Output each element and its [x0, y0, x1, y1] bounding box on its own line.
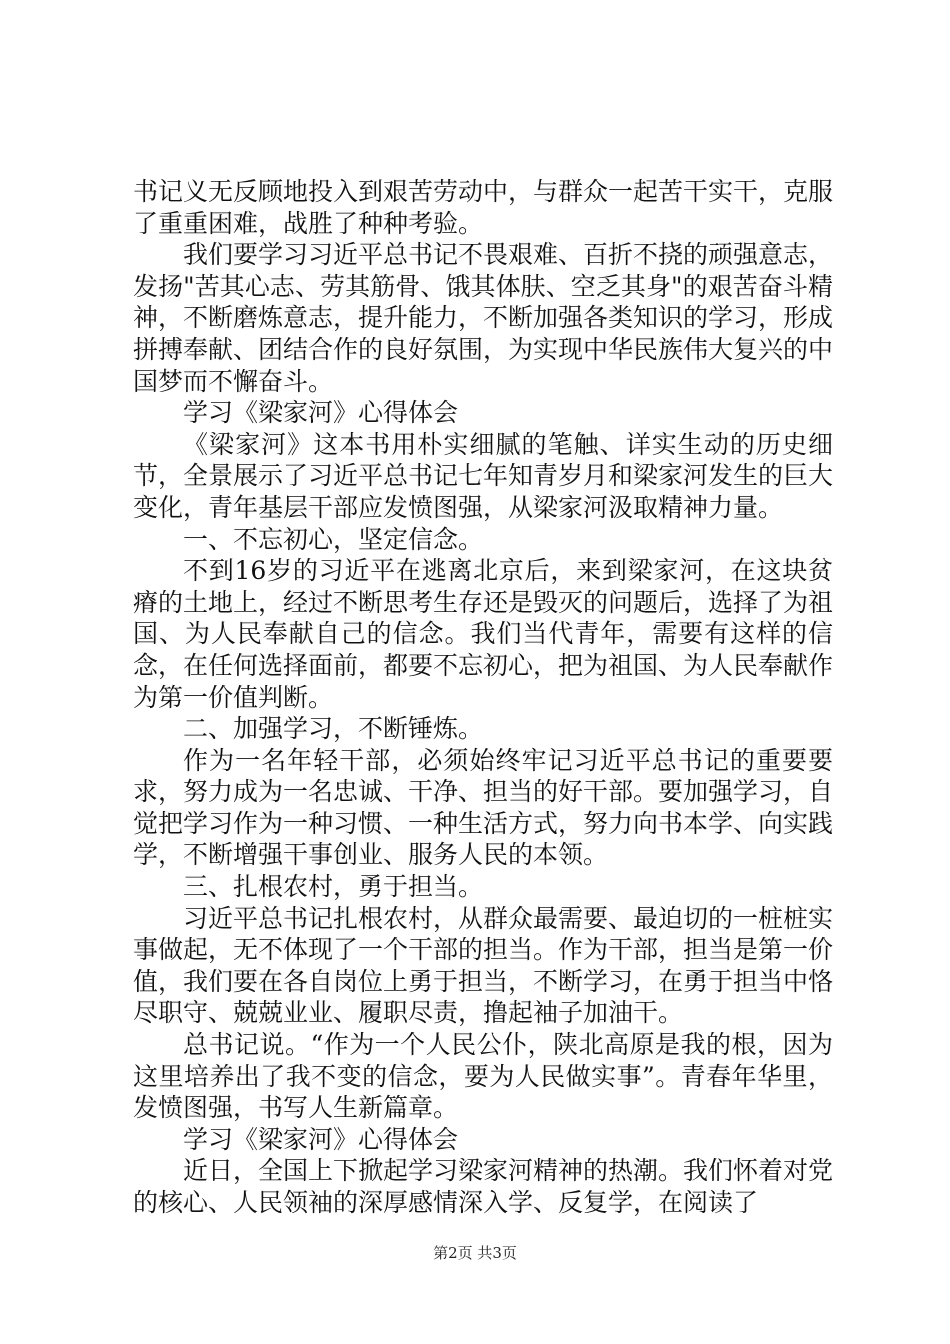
paragraph-4: 不到16岁的习近平在逃离北京后，来到梁家河，在这块贫瘠的土地上，经过不断思考生存还是毁灭的问题后，选择了为祖国、为人民奉献自己的信念。我们当代青年，需要有这样的信念，在任何选择面前，都要不忘初心，把为祖国、为人民奉献作为第一价值判断。	[133, 556, 834, 712]
section-heading-1: 学习《梁家河》心得体会	[183, 398, 459, 428]
paragraph-3: 《梁家河》这本书用朴实细腻的笔触、详实生动的历史细节，全景展示了习近平总书记七年知青岁月和梁家河发生的巨大变化，青年基层干部应发愤图强，从梁家河汲取精神力量。	[133, 429, 834, 522]
subheading-3: 三、扎根农村，勇于担当。	[183, 872, 484, 902]
paragraph-8: 近日，全国上下掀起学习梁家河精神的热潮。我们怀着对党的核心、人民领袖的深厚感情深入学、反复学，在阅读了	[133, 1156, 834, 1217]
paragraph-7: 总书记说。“作为一个人民公仆，陕北高原是我的根，因为这里培养出了我不变的信念，要为人民做实事”。青春年华里，发愤图强，书写人生新篇章。	[133, 1030, 833, 1123]
document-body	[133, 176, 833, 1219]
page-number-footer: 第2页 共3页	[433, 1244, 517, 1262]
subheading-1: 一、不忘初心，坚定信念。	[183, 524, 484, 554]
paragraph-5: 作为一名年轻干部，必须始终牢记习近平总书记的重要要求，努力成为一名忠诚、干净、担当的好干部。要加强学习，自觉把学习作为一种习惯、一种生活方式，努力向书本学、向实践学，不断增强干事创业、服务人民的本领。	[133, 745, 834, 870]
subheading-2: 二、加强学习，不断锤炼。	[183, 714, 484, 744]
paragraph-1: 书记义无反顾地投入到艰苦劳动中，与群众一起苦干实干，克服了重重困难，战胜了种种考验。	[133, 177, 834, 238]
paragraph-2: 我们要学习习近平总书记不畏艰难、百折不挠的顽强意志，发扬"苦其心志、劳其筋骨、饿其体肤、空乏其身"的艰苦奋斗精神，不断磨炼意志，提升能力，不断加强各类知识的学习，形成拼搏奉献、团结合作的良好氛围，为实现中华民族伟大复兴的中国梦而不懈奋斗。	[133, 240, 834, 396]
section-heading-2: 学习《梁家河》心得体会	[183, 1124, 459, 1154]
paragraph-6: 习近平总书记扎根农村，从群众最需要、最迫切的一桩桩实事做起，无不体现了一个干部的担当。作为干部，担当是第一价值，我们要在各自岗位上勇于担当，不断学习，在勇于担当中恪尽职守、兢兢业业、履职尽责，撸起袖子加油干。	[133, 903, 834, 1028]
